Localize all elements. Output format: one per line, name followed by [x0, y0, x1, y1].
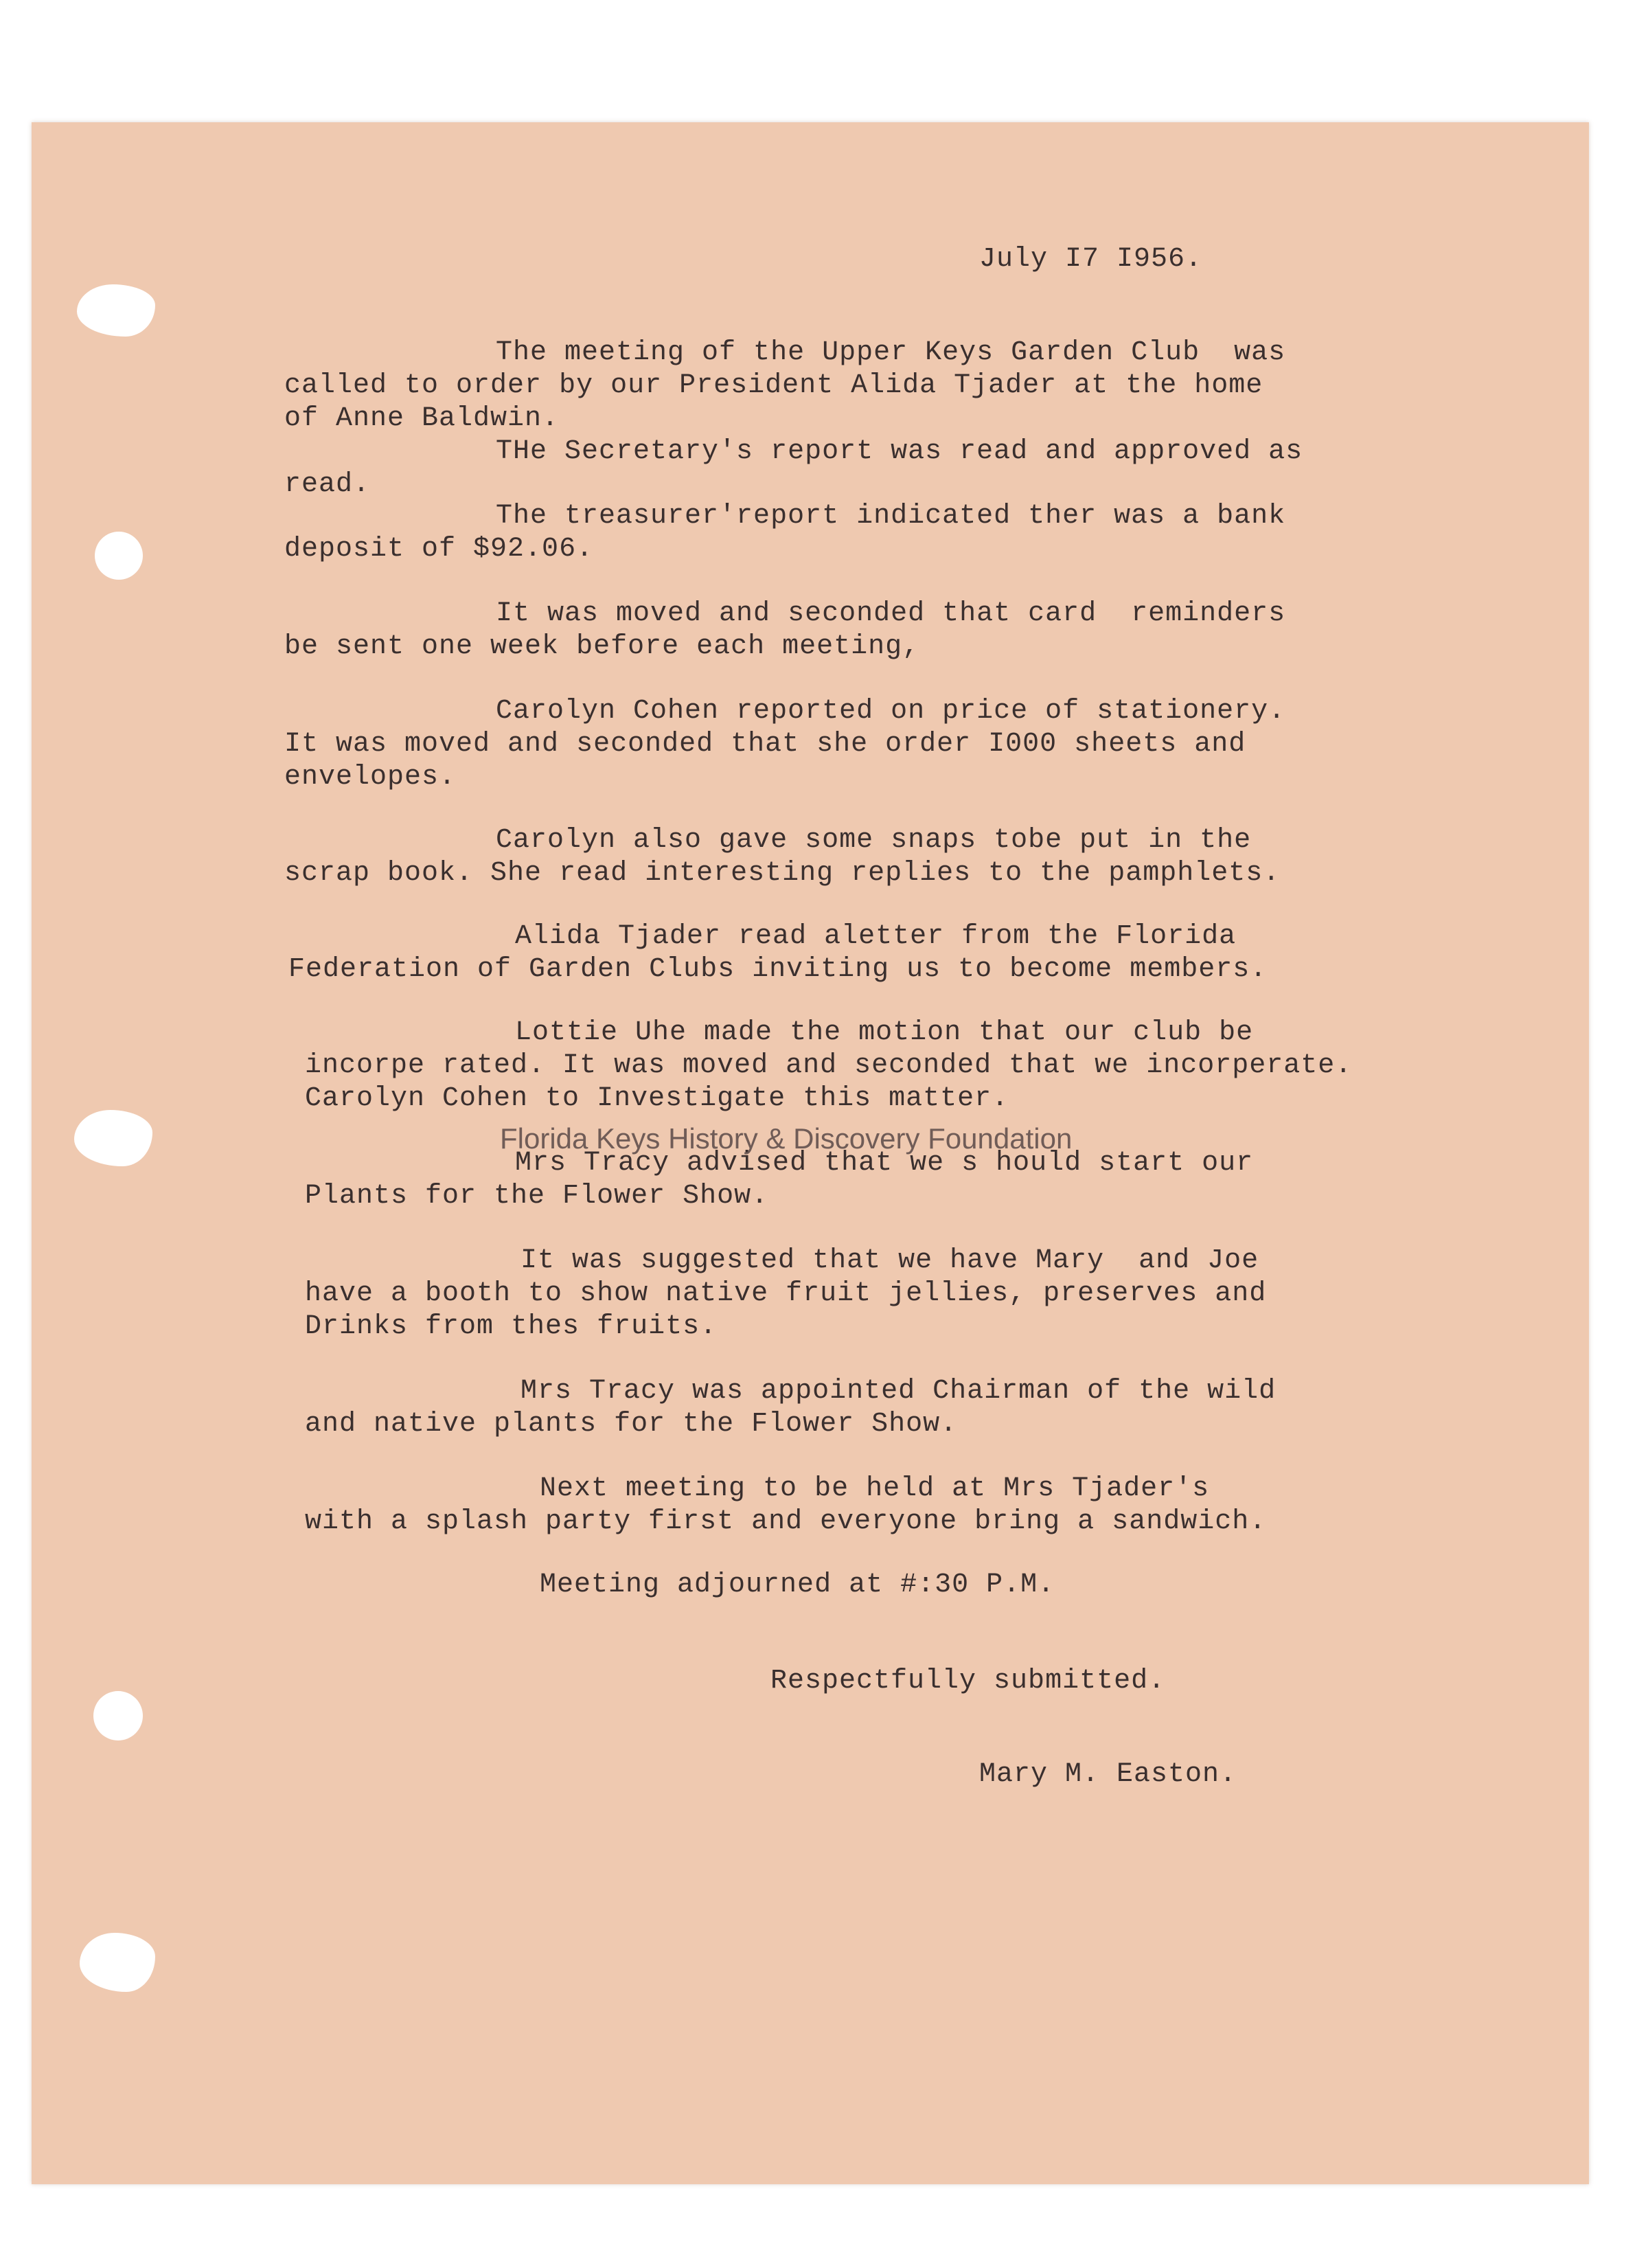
paragraph-1-line-1: The meeting of the Upper Keys Garden Club was: [496, 337, 1286, 368]
closing-line: Respectfully submitted.: [770, 1666, 1166, 1697]
paragraph-9-line-1: Mrs Tracy advised that we s hould start our: [515, 1148, 1254, 1179]
paragraph-12-line-2: with a splash party first and everyone bring a sandwich.: [305, 1506, 1267, 1537]
paragraph-10-line-3: Drinks from thes fruits.: [305, 1311, 718, 1342]
paragraph-10-line-2: have a booth to show native fruit jellies, preserves and: [305, 1278, 1267, 1309]
punch-hole-2: [95, 532, 143, 580]
paragraph-6-line-2: scrap book. She read interesting replies to the pamphlets.: [284, 858, 1281, 889]
punch-hole-torn-3: [74, 1110, 152, 1166]
paragraph-4-line-2: be sent one week before each meeting,: [284, 631, 920, 662]
paragraph-6-line-1: Carolyn also gave some snaps tobe put in the: [496, 825, 1252, 856]
paragraph-7-line-1: Alida Tjader read aletter from the Florida: [515, 921, 1237, 952]
paragraph-8-line-1: Lottie Uhe made the motion that our club be: [515, 1017, 1254, 1048]
paragraph-8-line-2: incorpe rated. It was moved and seconded that we incorperate.: [305, 1050, 1353, 1081]
adjournment-line: Meeting adjourned at #:30 P.M.: [540, 1569, 1055, 1600]
paragraph-1-line-3: of Anne Baldwin.: [284, 403, 560, 434]
paragraph-5-line-1: Carolyn Cohen reported on price of stationery.: [496, 696, 1286, 727]
paragraph-12-line-1: Next meeting to be held at Mrs Tjader's: [540, 1473, 1210, 1504]
paragraph-11-line-2: and native plants for the Flower Show.: [305, 1409, 958, 1440]
paragraph-5-line-2: It was moved and seconded that she order I000 sheets and: [284, 729, 1246, 760]
paragraph-3-line-1: The treasurer'report indicated ther was a bank: [496, 501, 1286, 532]
paragraph-8-line-3: Carolyn Cohen to Investigate this matter.: [305, 1083, 1009, 1114]
signature-line: Mary M. Easton.: [979, 1759, 1237, 1790]
paragraph-5-line-3: envelopes.: [284, 762, 457, 793]
punch-hole-torn-1: [77, 284, 155, 337]
paragraph-11-line-1: Mrs Tracy was appointed Chairman of the wild: [520, 1376, 1277, 1407]
paragraph-4-line-1: It was moved and seconded that card reminders: [496, 598, 1286, 629]
paragraph-7-line-2: Federation of Garden Clubs inviting us to become members.: [288, 954, 1268, 985]
paragraph-10-line-1: It was suggested that we have Mary and Joe: [520, 1245, 1259, 1276]
punch-hole-torn-5: [80, 1933, 155, 1992]
paragraph-9-line-2: Plants for the Flower Show.: [305, 1181, 769, 1212]
watermark-text: Florida Keys History & Discovery Foundation: [500, 1122, 1073, 1155]
paragraph-3-line-2: deposit of $92.06.: [284, 534, 594, 565]
meeting-date: July I7 I956.: [979, 244, 1203, 275]
punch-hole-4: [93, 1691, 143, 1740]
paragraph-2-line-2: read.: [284, 469, 371, 500]
paragraph-2-line-1: THe Secretary's report was read and approved as: [496, 436, 1303, 467]
paragraph-1-line-2: called to order by our President Alida Tjader at the home: [284, 370, 1263, 401]
